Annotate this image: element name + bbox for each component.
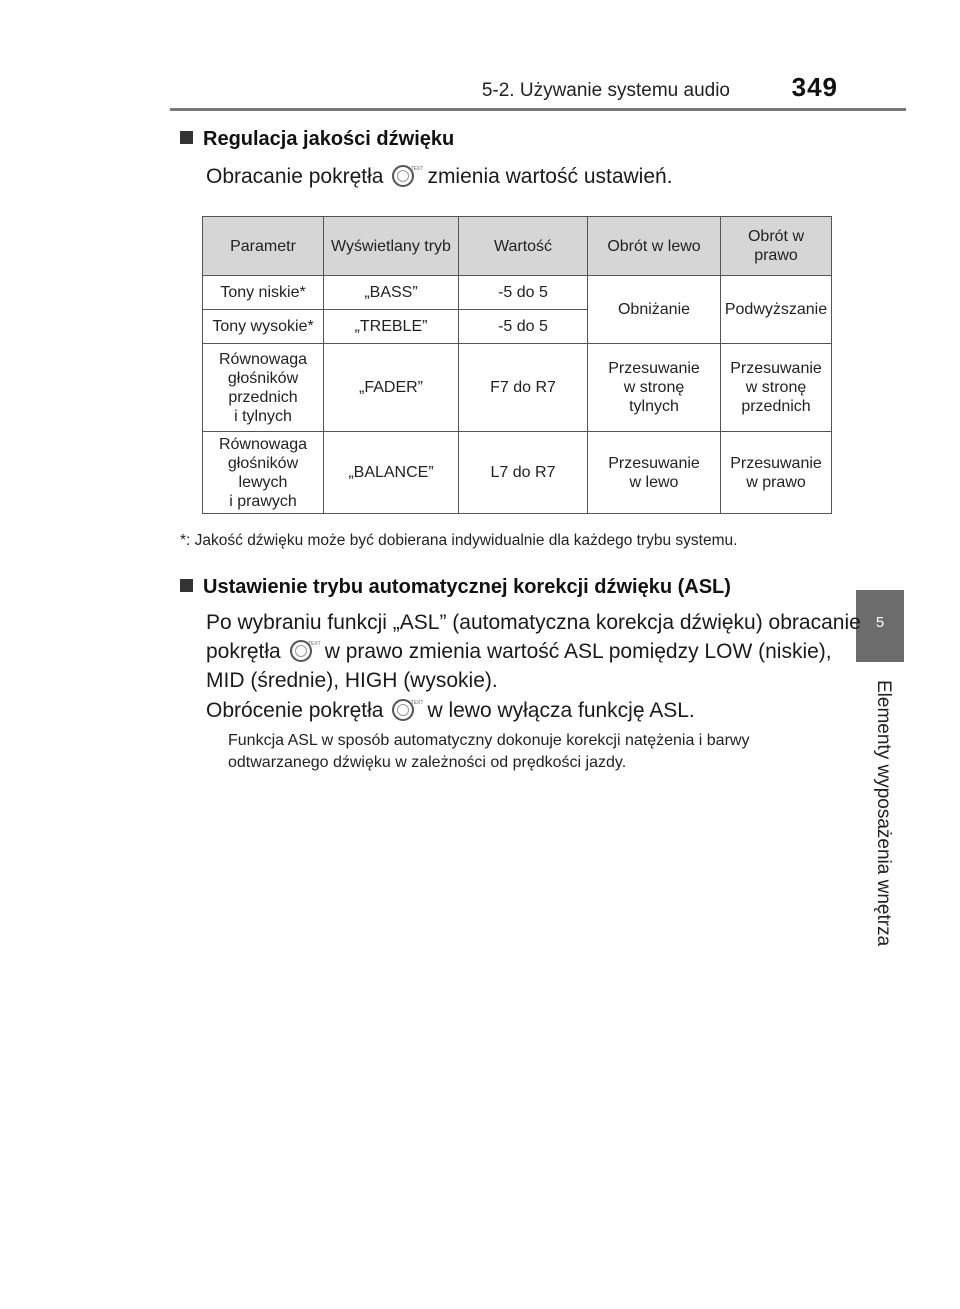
section2-paragraph-2: [206, 696, 695, 725]
heading-text: Ustawienie trybu automatycznej korekcji dźwięku (ASL): [203, 576, 731, 598]
line-text-after: w lewo wyłącza funkcję ASL.: [427, 699, 695, 722]
table-cell: Tony wysokie*: [203, 310, 324, 344]
paragraph-line: Po wybraniu funkcji „ASL” (automatyczna korekcja dźwięku) obracanie: [206, 611, 861, 634]
table-header-cell: Parametr: [203, 217, 324, 276]
section1-intro: [206, 162, 673, 191]
table-cell-merged: Podwyższanie: [721, 276, 832, 344]
section2-paragraph: [206, 608, 861, 695]
sound-settings-table: [202, 216, 832, 514]
table-header-row: [203, 217, 832, 276]
tune-knob-icon: [389, 163, 421, 187]
table-row: [203, 276, 832, 310]
page-number: 349: [791, 72, 838, 102]
table-header-cell: Obrót w prawo: [721, 217, 832, 276]
table-cell: Przesuwanie w stronę tylnych: [588, 344, 721, 432]
intro-text-after: zmienia wartość ustawień.: [427, 165, 673, 188]
heading-text: Regulacja jakości dźwięku: [203, 128, 455, 150]
table-cell: F7 do R7: [459, 344, 588, 432]
table-cell: Przesuwanie w lewo: [588, 432, 721, 514]
table-row: [203, 344, 832, 432]
table-cell-merged: Obniżanie: [588, 276, 721, 344]
table-cell: Przesuwanie w prawo: [721, 432, 832, 514]
table-cell: -5 do 5: [459, 276, 588, 310]
paragraph-line: MID (średnie), HIGH (wysokie).: [206, 669, 498, 692]
section-heading-asl: [180, 576, 731, 599]
table-header-cell: Wartość: [459, 217, 588, 276]
chapter-title: Elementy wyposażenia wnętrza: [873, 680, 894, 947]
square-bullet-icon: [180, 131, 193, 144]
table-cell: L7 do R7: [459, 432, 588, 514]
table-cell: Tony niskie*: [203, 276, 324, 310]
intro-text-before: Obracanie pokrętła: [206, 165, 384, 188]
line-text-before: Obrócenie pokrętła: [206, 699, 384, 722]
table-header-cell: Wyświetlany tryb: [324, 217, 459, 276]
tune-knob-icon: [287, 638, 319, 662]
table-cell: Równowaga głośników przednich i tylnych: [203, 344, 324, 432]
table-row: [203, 432, 832, 514]
table-cell: -5 do 5: [459, 310, 588, 344]
table-header-cell: Obrót w lewo: [588, 217, 721, 276]
table-cell: „BALANCE”: [324, 432, 459, 514]
square-bullet-icon: [180, 579, 193, 592]
table-cell: „FADER”: [324, 344, 459, 432]
tune-knob-icon: [389, 697, 421, 721]
line-text-after: w prawo zmienia wartość ASL pomiędzy LOW (niskie),: [324, 640, 832, 663]
header-divider: [170, 108, 906, 111]
chapter-tab: 5: [856, 590, 904, 662]
table-cell: „BASS”: [324, 276, 459, 310]
section-heading-sound-quality: [180, 128, 454, 151]
table-cell: Przesuwanie w stronę przednich: [721, 344, 832, 432]
line-text-before: pokrętła: [206, 640, 281, 663]
paragraph-line: [206, 637, 861, 666]
table-cell: Równowaga głośników lewych i prawych: [203, 432, 324, 514]
page-header: [481, 72, 850, 106]
header-section-title: 5-2. Używanie systemu audio: [481, 80, 730, 101]
table-cell: „TREBLE”: [324, 310, 459, 344]
table-footnote: *: Jakość dźwięku może być dobierana indywidualnie dla każdego trybu systemu.: [180, 532, 738, 549]
asl-note: Funkcja ASL w sposób automatyczny dokonuje korekcji natężenia i barwy odtwarzanego dźwięku w zależności od prędkości jazdy.: [228, 732, 750, 771]
